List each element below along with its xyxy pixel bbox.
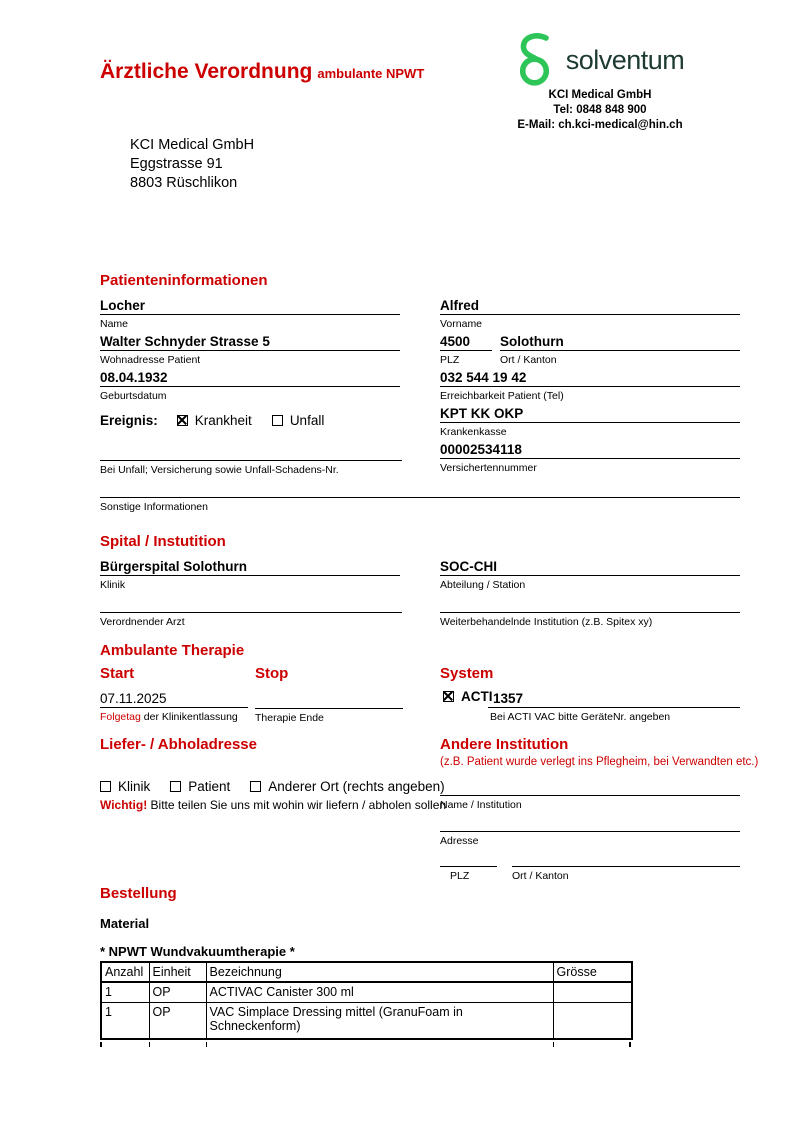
section-heading-spital: Spital / Instutition bbox=[100, 533, 226, 550]
field-name-value: Locher bbox=[100, 296, 400, 315]
field-geburtsdatum-value: 08.04.1932 bbox=[100, 368, 400, 387]
sender-address bbox=[130, 136, 254, 193]
field-versichertennummer-label: Versichertennummer bbox=[440, 462, 537, 474]
field-andere-name-label: Name / Institution bbox=[440, 799, 522, 811]
field-krankenkasse bbox=[440, 404, 740, 438]
field-geraetenr bbox=[488, 689, 740, 723]
field-name-label: Name bbox=[100, 318, 129, 330]
checkbox-unfall[interactable] bbox=[272, 415, 283, 426]
material-label: Material bbox=[100, 916, 150, 931]
field-geburtsdatum-label: Geburtsdatum bbox=[100, 390, 167, 402]
wichtig-word: Wichtig! bbox=[100, 798, 148, 812]
solventum-s-icon bbox=[516, 33, 558, 87]
therapie-stop-label: Stop bbox=[255, 665, 289, 682]
field-name bbox=[100, 296, 400, 330]
field-plz-value: 4500 bbox=[440, 332, 492, 351]
cell-groesse bbox=[553, 982, 632, 1002]
field-versichertennummer-value: 00002534118 bbox=[440, 440, 740, 459]
field-therapie-start bbox=[100, 689, 248, 723]
order-table bbox=[100, 961, 633, 1040]
document-subtitle: ambulante NPWT bbox=[317, 66, 425, 81]
wichtig-rest: Bitte teilen Sie uns mit wohin wir liefern / abholen sollen bbox=[147, 798, 447, 812]
field-klinik-value: Bürgerspital Solothurn bbox=[100, 557, 400, 576]
field-abteilung-label: Abteilung / Station bbox=[440, 579, 526, 591]
field-klinik-label: Klinik bbox=[100, 579, 126, 591]
field-andere-plz-label: PLZ bbox=[450, 870, 470, 882]
table-row bbox=[101, 982, 632, 1002]
contact-email: E-Mail: ch.kci-medical@hin.ch bbox=[517, 119, 683, 131]
field-wohnadresse bbox=[100, 332, 400, 366]
field-erreichbarkeit bbox=[440, 368, 740, 402]
field-ort-label: Ort / Kanton bbox=[500, 354, 557, 366]
npwt-line: * NPWT Wundvakuumtherapie * bbox=[100, 944, 295, 959]
system-acti-row bbox=[443, 689, 493, 704]
field-unfallnummer-label: Bei Unfall; Versicherung sowie Unfall-Schadens-Nr. bbox=[100, 464, 339, 476]
cell-einheit: OP bbox=[149, 982, 206, 1002]
checkbox-acti-label: ACTI bbox=[461, 689, 493, 704]
checkbox-liefer-klinik-label: Klinik bbox=[118, 779, 151, 794]
field-geburtsdatum bbox=[100, 368, 400, 402]
section-heading-therapie: Ambulante Therapie bbox=[100, 642, 245, 659]
checkbox-acti[interactable] bbox=[443, 691, 454, 702]
checkbox-unfall-label: Unfall bbox=[289, 413, 325, 428]
section-heading-andere-institution: Andere Institution bbox=[440, 736, 569, 753]
table-stub bbox=[629, 1042, 631, 1047]
section-heading-patient: Patienteninformationen bbox=[100, 272, 268, 289]
cell-groesse bbox=[553, 1002, 632, 1039]
field-krankenkasse-label: Krankenkasse bbox=[440, 426, 507, 438]
table-row bbox=[101, 1002, 632, 1039]
sender-line-2: Eggstrasse 91 bbox=[130, 156, 223, 172]
order-table-wrap bbox=[100, 961, 633, 1040]
field-wohnadresse-value: Walter Schnyder Strasse 5 bbox=[100, 332, 400, 351]
col-header-anzahl: Anzahl bbox=[101, 962, 149, 982]
sender-line-3: 8803 Rüschlikon bbox=[130, 175, 238, 191]
section-heading-liefer: Liefer- / Abholadresse bbox=[100, 736, 257, 753]
field-plz-label: PLZ bbox=[440, 354, 460, 366]
ereignis-row bbox=[100, 413, 324, 428]
field-ort bbox=[500, 332, 740, 366]
field-weiterbehandelnde[interactable] bbox=[440, 612, 740, 628]
field-erreichbarkeit-label: Erreichbarkeit Patient (Tel) bbox=[440, 390, 564, 402]
sender-line-1: KCI Medical GmbH bbox=[130, 137, 255, 153]
cell-anzahl: 1 bbox=[101, 1002, 149, 1039]
field-weiterbehandelnde-label: Weiterbehandelnde Institution (z.B. Spitex xy) bbox=[440, 616, 653, 628]
field-wohnadresse-label: Wohnadresse Patient bbox=[100, 354, 201, 366]
field-therapie-start-note bbox=[100, 708, 248, 723]
field-andere-ort-label: Ort / Kanton bbox=[512, 870, 569, 882]
field-sonstige[interactable] bbox=[100, 497, 740, 513]
checkbox-liefer-anderer-ort-label: Anderer Ort (rechts angeben) bbox=[268, 779, 445, 794]
checkbox-liefer-klinik[interactable] bbox=[100, 781, 111, 792]
therapie-system-label: System bbox=[440, 665, 494, 682]
contact-tel: Tel: 0848 848 900 bbox=[553, 104, 647, 116]
folgetag-red: Folgetag bbox=[100, 711, 141, 723]
field-versichertennummer bbox=[440, 440, 740, 474]
field-therapie-ende-label: Therapie Ende bbox=[255, 712, 324, 724]
table-stub bbox=[149, 1042, 150, 1047]
field-vorname bbox=[440, 296, 740, 330]
field-krankenkasse-value: KPT KK OKP bbox=[440, 404, 740, 423]
field-therapie-ende[interactable] bbox=[255, 708, 403, 724]
field-abteilung bbox=[440, 557, 740, 591]
cell-einheit: OP bbox=[149, 1002, 206, 1039]
table-stub bbox=[100, 1042, 102, 1047]
field-erreichbarkeit-value: 032 544 19 42 bbox=[440, 368, 740, 387]
field-unfallnummer[interactable] bbox=[100, 460, 402, 476]
field-verordnender-arzt-label: Verordnender Arzt bbox=[100, 616, 185, 628]
folgetag-rest: der Klinikentlassung bbox=[140, 711, 238, 723]
cell-bezeichnung: VAC Simplace Dressing mittel (GranuFoam in Schneckenform) bbox=[206, 1002, 553, 1039]
cell-anzahl: 1 bbox=[101, 982, 149, 1002]
liefer-options-row bbox=[100, 779, 445, 794]
field-andere-plz[interactable] bbox=[440, 866, 497, 882]
wichtig-note bbox=[100, 798, 446, 812]
therapie-start-label: Start bbox=[100, 665, 135, 682]
field-andere-name[interactable] bbox=[440, 795, 740, 811]
ereignis-label: Ereignis: bbox=[100, 413, 158, 428]
checkbox-liefer-anderer-ort[interactable] bbox=[250, 781, 261, 792]
cell-bezeichnung: ACTIVAC Canister 300 ml bbox=[206, 982, 553, 1002]
contact-company: KCI Medical GmbH bbox=[548, 89, 652, 101]
field-verordnender-arzt[interactable] bbox=[100, 612, 402, 628]
field-plz bbox=[440, 332, 492, 366]
table-stub bbox=[553, 1042, 554, 1047]
field-therapie-start-value: 07.11.2025 bbox=[100, 689, 248, 708]
field-geraetenr-label: Bei ACTI VAC bitte GeräteNr. angeben bbox=[490, 711, 671, 723]
col-header-bezeichnung: Bezeichnung bbox=[206, 962, 553, 982]
order-table-header-row bbox=[101, 962, 632, 982]
field-ort-value: Solothurn bbox=[500, 332, 740, 351]
checkbox-krankheit[interactable] bbox=[177, 415, 188, 426]
field-abteilung-value: SOC-CHI bbox=[440, 557, 740, 576]
field-geraetenr-value: 1357 bbox=[488, 689, 740, 708]
page-title bbox=[100, 60, 424, 84]
logo-brand-text: solventum bbox=[565, 44, 685, 75]
field-andere-ort[interactable] bbox=[512, 866, 740, 882]
field-klinik bbox=[100, 557, 400, 591]
header-brand-block bbox=[460, 33, 740, 133]
field-vorname-label: Vorname bbox=[440, 318, 483, 330]
field-andere-adresse-label: Adresse bbox=[440, 835, 479, 847]
col-header-einheit: Einheit bbox=[149, 962, 206, 982]
field-andere-adresse[interactable] bbox=[440, 831, 740, 847]
document-title: Ärztliche Verordnung bbox=[100, 60, 313, 83]
checkbox-liefer-patient[interactable] bbox=[170, 781, 181, 792]
col-header-groesse: Grösse bbox=[553, 962, 632, 982]
section-heading-bestellung: Bestellung bbox=[100, 885, 177, 902]
checkbox-krankheit-label: Krankheit bbox=[194, 413, 252, 428]
andere-institution-note: (z.B. Patient wurde verlegt ins Pflegheim, bei Verwandten etc.) bbox=[440, 756, 759, 768]
checkbox-liefer-patient-label: Patient bbox=[188, 779, 231, 794]
solventum-logo bbox=[460, 33, 740, 87]
field-vorname-value: Alfred bbox=[440, 296, 740, 315]
field-sonstige-label: Sonstige Informationen bbox=[100, 501, 208, 513]
table-stub bbox=[206, 1042, 207, 1047]
